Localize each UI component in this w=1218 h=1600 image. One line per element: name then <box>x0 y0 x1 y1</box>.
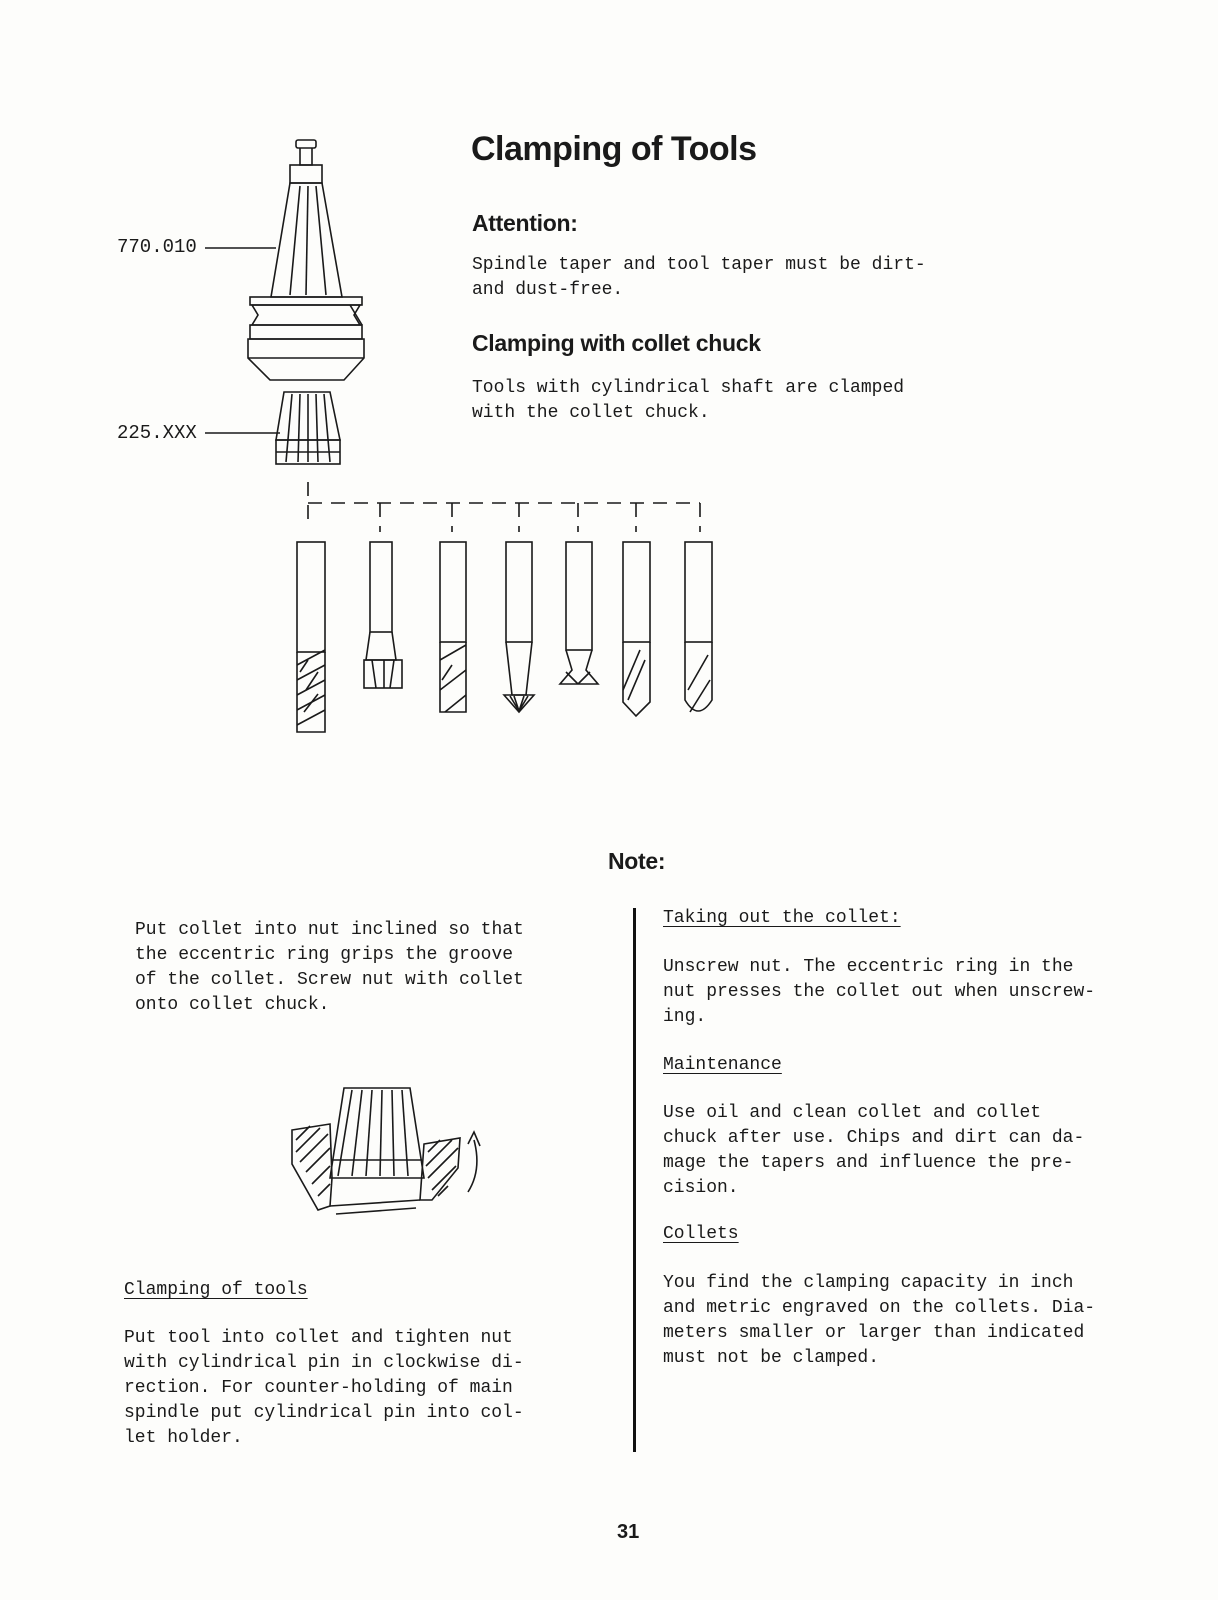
collets-heading: Collets <box>663 1224 739 1244</box>
attention-heading: Attention: <box>472 210 578 236</box>
collet-chuck-heading: Clamping with collet chuck <box>472 330 761 356</box>
taking-out-collet-heading: Taking out the collet: <box>663 908 901 928</box>
maintenance-text: Use oil and clean collet and collet chuck after use. Chips and dirt can da- mage the tapers and influence the pre- cision. <box>663 1103 1085 1198</box>
maintenance-heading: Maintenance <box>663 1055 782 1075</box>
clamping-of-tools-heading: Clamping of tools <box>124 1280 308 1300</box>
collet-insertion-text: Put collet into nut inclined so that the eccentric ring grips the groove of the collet. Screw nut with collet onto collet chuck. <box>135 920 524 1015</box>
column-divider <box>633 908 636 1452</box>
note-heading: Note: <box>608 848 666 874</box>
collet-chuck-text: Tools with cylindrical shaft are clamped with the collet chuck. <box>472 378 905 423</box>
holder-part-number: 770.010 <box>117 236 197 258</box>
page-title: Clamping of Tools <box>471 130 757 168</box>
collets-text: You find the clamping capacity in inch and metric engraved on the collets. Dia- meters smaller or larger than indicated must not be clamped. <box>663 1273 1096 1368</box>
collet-part-number: 225.XXX <box>117 422 197 444</box>
taking-out-collet-text: Unscrew nut. The eccentric ring in the nut presses the collet out when unscrew- ing. <box>663 957 1096 1027</box>
page-number: 31 <box>617 1521 640 1543</box>
clamping-of-tools-text: Put tool into collet and tighten nut with cylindrical pin in clockwise di- rection. For counter-holding of main spindle put cylindrical pin into col- let holder. <box>124 1328 524 1448</box>
attention-text: Spindle taper and tool taper must be dirt- and dust-free. <box>472 255 926 300</box>
